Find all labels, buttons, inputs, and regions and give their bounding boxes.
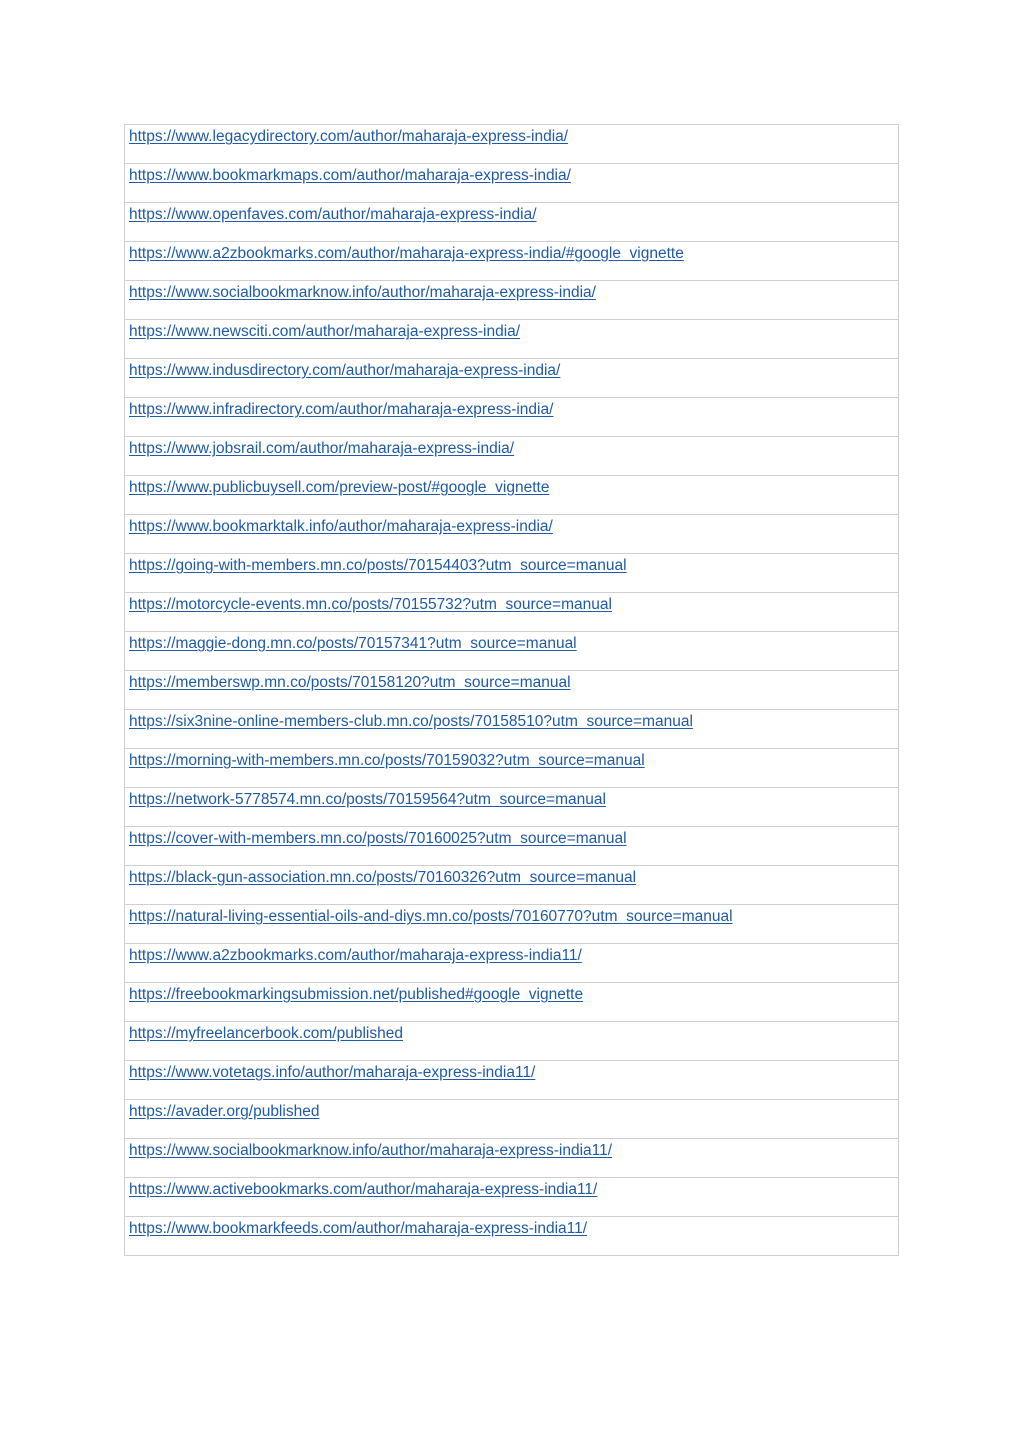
table-cell xyxy=(125,164,899,203)
link[interactable]: https://myfreelancerbook.com/published xyxy=(129,1025,403,1042)
table-cell xyxy=(125,944,899,983)
table-row xyxy=(125,866,899,905)
link[interactable]: https://www.infradirectory.com/author/maharaja-express-india/ xyxy=(129,401,554,418)
table-cell xyxy=(125,710,899,749)
table-cell xyxy=(125,905,899,944)
table-row xyxy=(125,632,899,671)
link[interactable]: https://www.newsciti.com/author/maharaja-express-india/ xyxy=(129,323,521,340)
table-row xyxy=(125,359,899,398)
link[interactable]: https://memberswp.mn.co/posts/70158120?utm_source=manual xyxy=(129,674,571,691)
table-row xyxy=(125,1178,899,1217)
table-row xyxy=(125,242,899,281)
table-row xyxy=(125,125,899,164)
link[interactable]: https://natural-living-essential-oils-and-diys.mn.co/posts/70160770?utm_source=manual xyxy=(129,908,733,925)
link[interactable]: https://network-5778574.mn.co/posts/70159564?utm_source=manual xyxy=(129,791,606,808)
table-cell xyxy=(125,1217,899,1256)
link[interactable]: https://www.socialbookmarknow.info/author/maharaja-express-india11/ xyxy=(129,1142,613,1159)
link[interactable]: https://motorcycle-events.mn.co/posts/70155732?utm_source=manual xyxy=(129,596,612,613)
table-row xyxy=(125,515,899,554)
table-row xyxy=(125,749,899,788)
table-cell xyxy=(125,242,899,281)
link-table xyxy=(124,124,899,1256)
link[interactable]: https://avader.org/published xyxy=(129,1103,320,1120)
table-row xyxy=(125,1022,899,1061)
table-row xyxy=(125,554,899,593)
link[interactable]: https://www.legacydirectory.com/author/maharaja-express-india/ xyxy=(129,128,569,145)
table-cell xyxy=(125,671,899,710)
table-cell xyxy=(125,788,899,827)
table-cell xyxy=(125,125,899,164)
table-row xyxy=(125,164,899,203)
table-row xyxy=(125,437,899,476)
table-cell xyxy=(125,515,899,554)
table-cell xyxy=(125,320,899,359)
link[interactable]: https://www.votetags.info/author/maharaja-express-india11/ xyxy=(129,1064,536,1081)
table-cell xyxy=(125,1061,899,1100)
table-cell xyxy=(125,476,899,515)
table-cell xyxy=(125,1178,899,1217)
table-row xyxy=(125,1100,899,1139)
table-row xyxy=(125,827,899,866)
link[interactable]: https://www.activebookmarks.com/author/maharaja-express-india11/ xyxy=(129,1181,598,1198)
table-cell xyxy=(125,554,899,593)
link[interactable]: https://maggie-dong.mn.co/posts/70157341?utm_source=manual xyxy=(129,635,577,652)
link[interactable]: https://www.jobsrail.com/author/maharaja-express-india/ xyxy=(129,440,515,457)
link[interactable]: https://www.publicbuysell.com/preview-post/#google_vignette xyxy=(129,479,550,496)
table-row xyxy=(125,281,899,320)
table-cell xyxy=(125,593,899,632)
table-row xyxy=(125,1139,899,1178)
table-row xyxy=(125,788,899,827)
table-cell xyxy=(125,281,899,320)
table-cell xyxy=(125,1022,899,1061)
link[interactable]: https://www.bookmarkfeeds.com/author/maharaja-express-india11/ xyxy=(129,1220,588,1237)
table-row xyxy=(125,944,899,983)
table-cell xyxy=(125,398,899,437)
table-cell xyxy=(125,359,899,398)
link[interactable]: https://six3nine-online-members-club.mn.co/posts/70158510?utm_source=manual xyxy=(129,713,693,730)
link[interactable]: https://www.bookmarktalk.info/author/maharaja-express-india/ xyxy=(129,518,553,535)
link[interactable]: https://www.openfaves.com/author/maharaja-express-india/ xyxy=(129,206,537,223)
table-row xyxy=(125,983,899,1022)
table-row xyxy=(125,398,899,437)
table-row xyxy=(125,320,899,359)
table-row xyxy=(125,593,899,632)
table-row xyxy=(125,905,899,944)
link[interactable]: https://www.a2zbookmarks.com/author/maharaja-express-india11/ xyxy=(129,947,582,964)
table-row xyxy=(125,671,899,710)
table-row xyxy=(125,1061,899,1100)
table-row xyxy=(125,1217,899,1256)
table-cell xyxy=(125,437,899,476)
link[interactable]: https://www.a2zbookmarks.com/author/maharaja-express-india/#google_vignette xyxy=(129,245,684,262)
table-row xyxy=(125,710,899,749)
link[interactable]: https://cover-with-members.mn.co/posts/70160025?utm_source=manual xyxy=(129,830,627,847)
table-cell xyxy=(125,632,899,671)
link[interactable]: https://www.bookmarkmaps.com/author/maharaja-express-india/ xyxy=(129,167,571,184)
link-table-body xyxy=(125,125,899,1256)
table-cell xyxy=(125,1100,899,1139)
table-cell xyxy=(125,983,899,1022)
table-cell xyxy=(125,1139,899,1178)
link[interactable]: https://morning-with-members.mn.co/posts/70159032?utm_source=manual xyxy=(129,752,645,769)
link[interactable]: https://going-with-members.mn.co/posts/70154403?utm_source=manual xyxy=(129,557,627,574)
table-row xyxy=(125,203,899,242)
table-cell xyxy=(125,203,899,242)
link[interactable]: https://black-gun-association.mn.co/posts/70160326?utm_source=manual xyxy=(129,869,637,886)
link[interactable]: https://www.indusdirectory.com/author/maharaja-express-india/ xyxy=(129,362,561,379)
table-row xyxy=(125,476,899,515)
table-cell xyxy=(125,749,899,788)
table-cell xyxy=(125,866,899,905)
table-cell xyxy=(125,827,899,866)
link[interactable]: https://freebookmarkingsubmission.net/published#google_vignette xyxy=(129,986,584,1003)
link[interactable]: https://www.socialbookmarknow.info/author/maharaja-express-india/ xyxy=(129,284,596,301)
